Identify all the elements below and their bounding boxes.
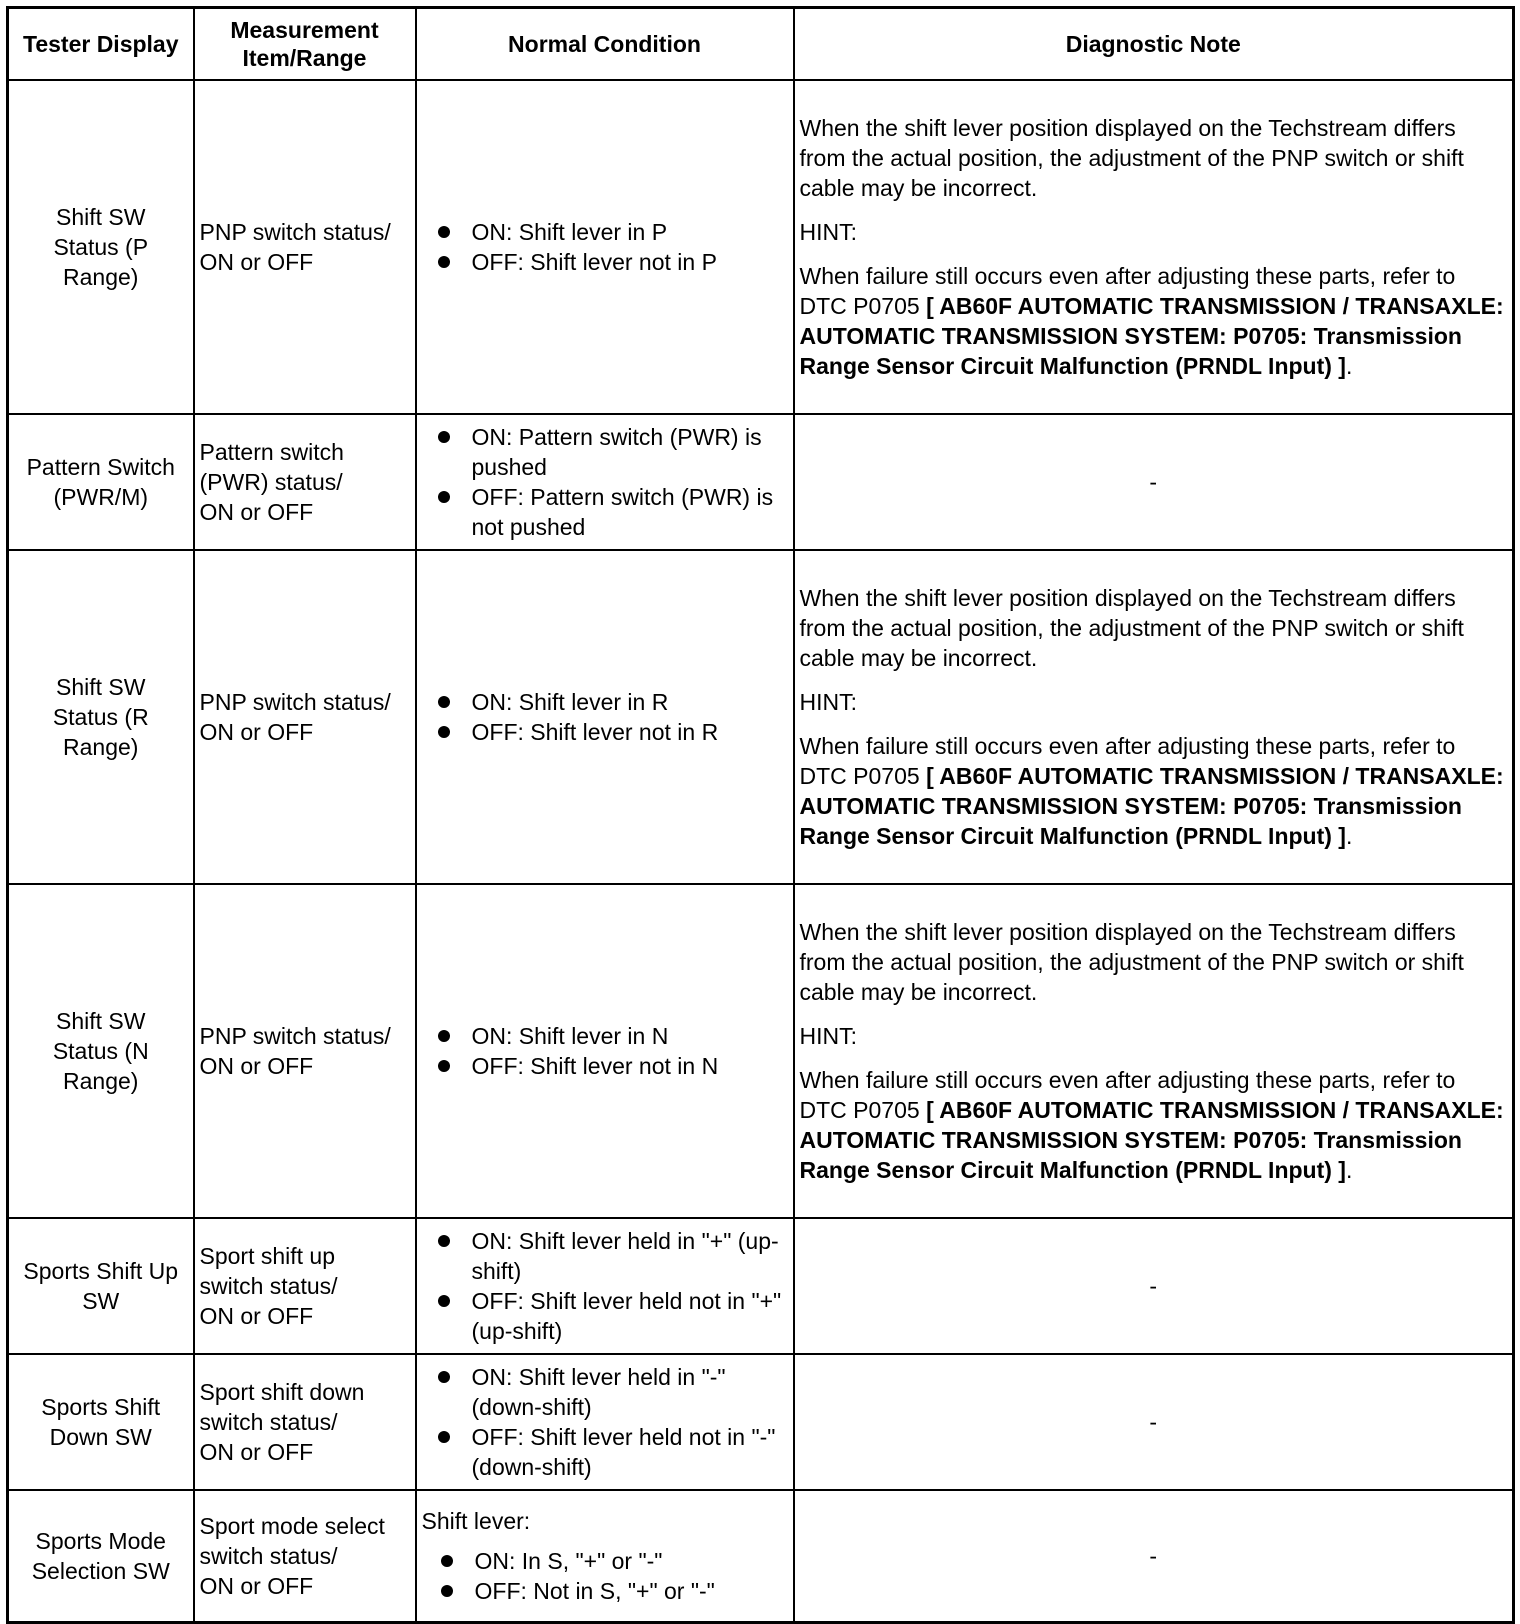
condition-list: [422, 1362, 788, 1482]
note-paragraph: When the shift lever position displayed on the Techstream differs from the actual position, the adjustment of the PNP switch or shift cable may be incorrect.: [799, 585, 1464, 671]
diagnostic-note-cell: -: [794, 1218, 1514, 1354]
dtc-reference-link[interactable]: [ AB60F AUTOMATIC TRANSMISSION / TRANSAXLE: AUTOMATIC TRANSMISSION SYSTEM: P0705: Transmission Range Sensor Circuit Malfunction (PRNDL Input) ]: [799, 763, 1504, 849]
measurement-cell: PNP switch status/ ON or OFF: [194, 80, 416, 414]
note-reference-paragraph: [800, 1065, 1508, 1185]
diagnostic-note-cell: -: [794, 1490, 1514, 1622]
tester-display-cell: Shift SW Status (N Range): [8, 884, 194, 1218]
header-normal-condition: Normal Condition: [416, 8, 794, 81]
normal-condition-cell: [416, 80, 794, 414]
normal-condition-cell: [416, 414, 794, 550]
table-row: [8, 884, 1514, 1218]
tester-display-cell: Pattern Switch (PWR/M): [8, 414, 194, 550]
condition-item: OFF: Not in S, "+" or "-": [425, 1576, 788, 1606]
measurement-cell: PNP switch status/ ON or OFF: [194, 884, 416, 1218]
table-row: [8, 1354, 1514, 1490]
measurement-cell: Sport shift up switch status/ ON or OFF: [194, 1218, 416, 1354]
condition-item: OFF: Shift lever not in N: [422, 1051, 788, 1081]
dtc-reference-link[interactable]: [ AB60F AUTOMATIC TRANSMISSION / TRANSAXLE: AUTOMATIC TRANSMISSION SYSTEM: P0705: Transmission Range Sensor Circuit Malfunction (PRNDL Input) ]: [799, 293, 1504, 379]
condition-list: [425, 1546, 788, 1606]
dtc-reference-link[interactable]: [ AB60F AUTOMATIC TRANSMISSION / TRANSAXLE: AUTOMATIC TRANSMISSION SYSTEM: P0705: Transmission Range Sensor Circuit Malfunction (PRNDL Input) ]: [799, 1097, 1504, 1183]
condition-item: OFF: Pattern switch (PWR) is not pushed: [422, 482, 788, 542]
tester-display-cell: Sports Shift Down SW: [8, 1354, 194, 1490]
condition-list: [422, 1226, 788, 1346]
normal-condition-cell: [416, 1218, 794, 1354]
condition-list: [422, 687, 788, 747]
condition-list: [422, 217, 788, 277]
condition-item: OFF: Shift lever held not in "+" (up-shift): [422, 1286, 788, 1346]
condition-item: OFF: Shift lever not in P: [422, 247, 788, 277]
condition-item: ON: Shift lever in R: [422, 687, 788, 717]
tester-display-cell: Sports Shift Up SW: [8, 1218, 194, 1354]
condition-item: OFF: Shift lever held not in "-" (down-shift): [422, 1422, 788, 1482]
header-row: [8, 8, 1514, 81]
normal-condition-cell: [416, 1490, 794, 1622]
diagnostic-note-cell: [794, 80, 1514, 414]
normal-condition-cell: [416, 550, 794, 884]
condition-item: ON: In S, "+" or "-": [425, 1546, 788, 1576]
tester-display-cell: Sports Mode Selection SW: [8, 1490, 194, 1622]
data-list-page: [6, 6, 1512, 1624]
diagnostic-note-cell: -: [794, 1354, 1514, 1490]
condition-item: ON: Pattern switch (PWR) is pushed: [422, 422, 788, 482]
header-measurement-item-range: Measurement Item/Range: [194, 8, 416, 81]
table-row: [8, 1490, 1514, 1622]
note-hint: HINT:: [799, 689, 857, 715]
header-diagnostic-note: Diagnostic Note: [794, 8, 1514, 81]
condition-item: ON: Shift lever held in "+" (up-shift): [422, 1226, 788, 1286]
table-row: [8, 414, 1514, 550]
note-text: .: [1345, 353, 1353, 379]
diagnostic-note-cell: -: [794, 414, 1514, 550]
normal-condition-cell: [416, 884, 794, 1218]
tester-display-cell: Shift SW Status (P Range): [8, 80, 194, 414]
tester-display-cell: Shift SW Status (R Range): [8, 550, 194, 884]
condition-item: ON: Shift lever held in "-" (down-shift): [422, 1362, 788, 1422]
note-reference-paragraph: [800, 731, 1508, 851]
measurement-cell: Pattern switch (PWR) status/ ON or OFF: [194, 414, 416, 550]
measurement-cell: PNP switch status/ ON or OFF: [194, 550, 416, 884]
diagnostic-note-cell: [794, 550, 1514, 884]
data-list-table: [6, 6, 1515, 1624]
condition-item: ON: Shift lever in N: [422, 1021, 788, 1051]
note-text: When failure still occurs even after adjusting these parts, refer to DTC P0705: [799, 733, 1456, 789]
measurement-cell: Sport mode select switch status/ ON or OFF: [194, 1490, 416, 1622]
diagnostic-note-cell: [794, 884, 1514, 1218]
condition-list: [422, 422, 788, 542]
header-tester-display: Tester Display: [8, 8, 194, 81]
note-text: .: [1345, 1157, 1353, 1183]
condition-list: [422, 1021, 788, 1081]
table-row: [8, 1218, 1514, 1354]
normal-condition-cell: [416, 1354, 794, 1490]
note-paragraph: When the shift lever position displayed on the Techstream differs from the actual position, the adjustment of the PNP switch or shift cable may be incorrect.: [799, 115, 1464, 201]
note-hint: HINT:: [799, 219, 857, 245]
measurement-cell: Sport shift down switch status/ ON or OFF: [194, 1354, 416, 1490]
table-row: [8, 550, 1514, 884]
table-row: [8, 80, 1514, 414]
note-paragraph: When the shift lever position displayed on the Techstream differs from the actual position, the adjustment of the PNP switch or shift cable may be incorrect.: [799, 919, 1464, 1005]
note-text: When failure still occurs even after adjusting these parts, refer to DTC P0705: [799, 263, 1456, 319]
note-hint: HINT:: [799, 1023, 857, 1049]
condition-item: OFF: Shift lever not in R: [422, 717, 788, 747]
condition-item: ON: Shift lever in P: [422, 217, 788, 247]
note-reference-paragraph: [800, 261, 1508, 381]
note-text: .: [1345, 823, 1353, 849]
condition-lead: Shift lever:: [421, 1507, 531, 1534]
note-text: When failure still occurs even after adjusting these parts, refer to DTC P0705: [799, 1067, 1456, 1123]
